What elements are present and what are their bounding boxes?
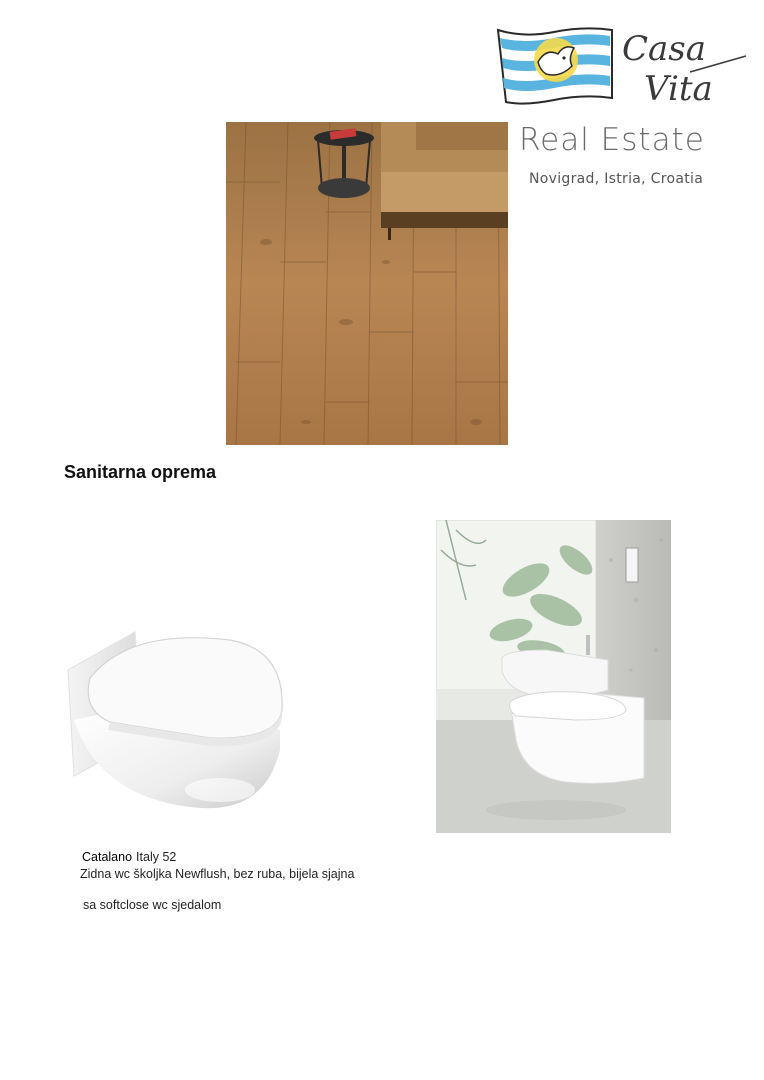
- product-seat-note: sa softclose wc sjedalom: [83, 898, 222, 912]
- wood-floor-photo: [226, 122, 508, 445]
- brand-location: Novigrad, Istria, Croatia: [529, 171, 704, 187]
- brand-real-estate: Real Estate: [519, 122, 705, 158]
- product-title: [82, 850, 176, 864]
- bathroom-photo: [436, 520, 671, 833]
- product-model: Italy 52: [136, 850, 177, 864]
- casa-vita-logo: [494, 18, 749, 110]
- logo-text-vita: Vita: [644, 69, 713, 109]
- product-brand: Catalano: [82, 850, 133, 864]
- section-heading: Sanitarna oprema: [64, 462, 217, 482]
- product-description: Zidna wc školjka Newflush, bez ruba, bijela sjajna: [80, 867, 355, 881]
- logo-text-casa: Casa: [622, 29, 707, 69]
- toilet-product-photo: [60, 600, 300, 830]
